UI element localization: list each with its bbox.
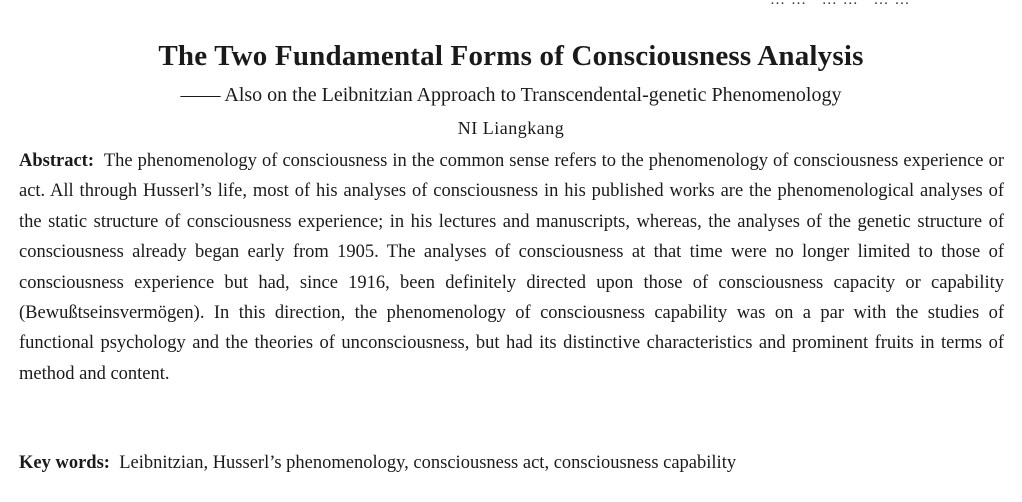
author-name: NI Liangkang	[457, 118, 565, 138]
abstract-paragraph	[19, 146, 1004, 389]
paper-title: The Two Fundamental Forms of Consciousness Analysis	[158, 40, 864, 72]
keywords-label: Key words:	[19, 453, 110, 473]
paper-subtitle: —— Also on the Leibnitzian Approach to Transcendental-genetic Phenomenology	[180, 84, 842, 106]
cropped-header-fragment	[770, 0, 970, 6]
abstract-label: Abstract:	[19, 151, 95, 171]
keywords-line	[19, 448, 1004, 478]
abstract-text: The phenomenology of consciousness in the common sense refers to the phenomenology of consciousness experience or act. All through Husserl’s life, most of his analyses of consciousness in his published works are the phenomenological analyses of the static structure of consciousness experience; in his lectures and manuscripts, whereas, the analyses of the genetic structure of consciousness already began early from 1905. The analyses of consciousness at that time were no longer limited to those of consciousness experience but had, since 1916, been definitely directed upon those of consciousness capacity or capability (Bewußtseinsvermögen). In this direction, the phenomenology of consciousness capability was on a par with the studies of functional psychology and the theories of unconsciousness, but had its distinctive characteristics and prominent fruits in terms of method and content.	[19, 151, 1005, 384]
keywords-text: Leibnitzian, Husserl’s phenomenology, consciousness act, consciousness capability	[119, 453, 737, 473]
